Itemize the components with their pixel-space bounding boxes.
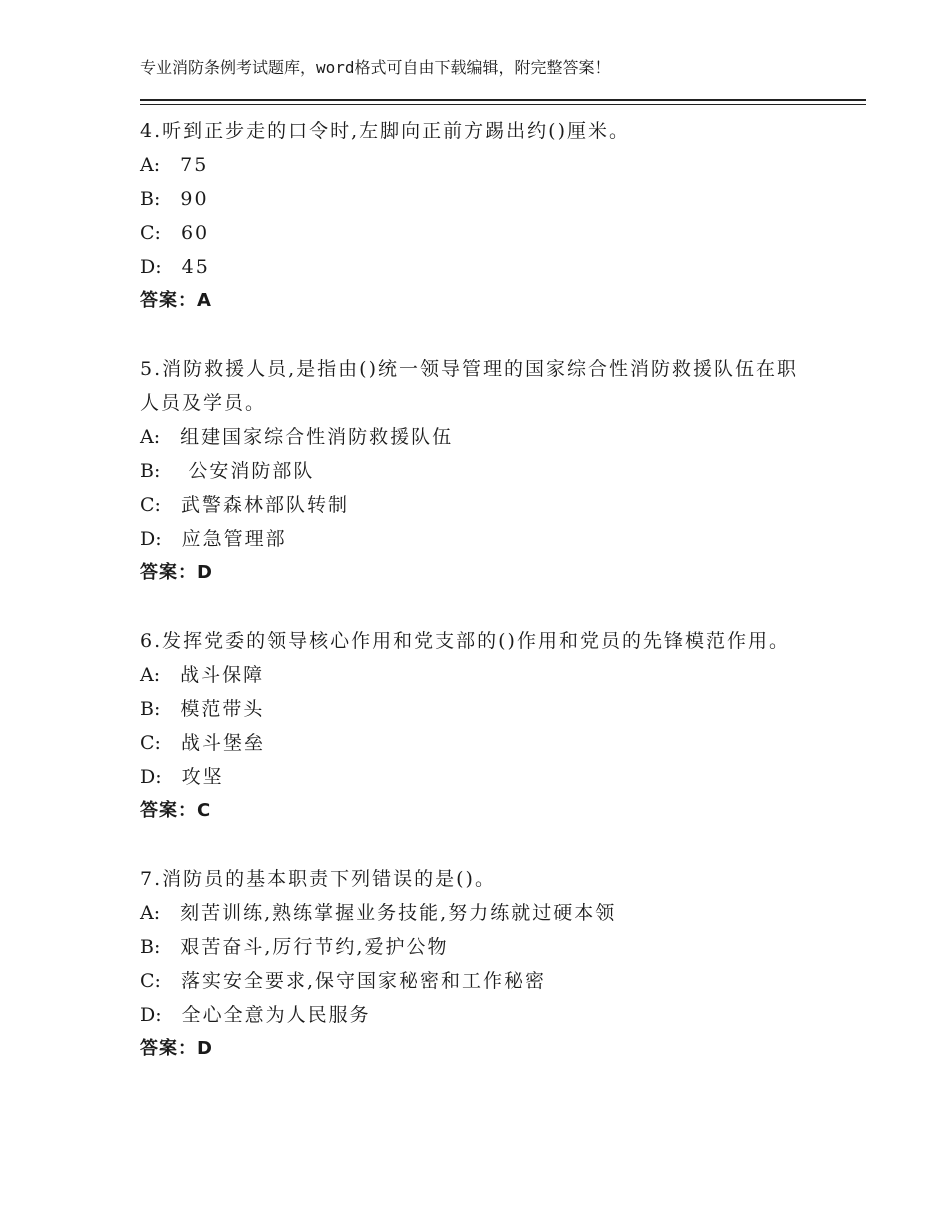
- option-b: [140, 692, 820, 726]
- option-d: [140, 522, 820, 556]
- question-stem: 4.听到正步走的口令时,左脚向正前方踢出约()厘米。: [140, 120, 630, 142]
- option-letter: B:: [140, 460, 161, 482]
- header-rule-thin: [140, 104, 866, 105]
- option-text: 模范带头: [180, 698, 265, 720]
- question-7: [140, 862, 820, 1066]
- question-list: [140, 114, 820, 1100]
- answer-label: 答案：A: [140, 290, 212, 311]
- option-a: [140, 658, 820, 692]
- option-b: [140, 930, 820, 964]
- option-letter: A:: [140, 902, 161, 924]
- option-letter: C:: [140, 970, 161, 992]
- question-6: [140, 624, 820, 828]
- option-text: 攻坚: [181, 766, 224, 788]
- option-c: [140, 216, 820, 250]
- option-letter: A:: [140, 664, 161, 686]
- option-text: 艰苦奋斗,厉行节约,爱护公物: [180, 936, 449, 958]
- option-c: [140, 726, 820, 760]
- option-text: 刻苦训练,熟练掌握业务技能,努力练就过硬本领: [180, 902, 617, 924]
- question-stem: 7.消防员的基本职责下列错误的是()。: [140, 868, 496, 890]
- option-text: 公安消防部队: [180, 460, 315, 482]
- option-text: 组建国家综合性消防救援队伍: [180, 426, 454, 448]
- question-stem: 5.消防救援人员,是指由()统一领导管理的国家综合性消防救援队伍在职人员及学员。: [140, 358, 798, 414]
- option-text: 90: [180, 188, 209, 210]
- option-letter: C:: [140, 732, 161, 754]
- option-c: [140, 964, 820, 998]
- question-4: [140, 114, 820, 318]
- option-letter: D:: [140, 256, 162, 278]
- option-text: 全心全意为人民服务: [181, 1004, 371, 1026]
- option-c: [140, 488, 820, 522]
- answer-label: 答案：C: [140, 800, 212, 821]
- option-text: 45: [181, 256, 210, 278]
- option-letter: B:: [140, 936, 161, 958]
- option-d: [140, 998, 820, 1032]
- option-letter: A:: [140, 154, 161, 176]
- option-text: 战斗保障: [180, 664, 265, 686]
- option-letter: C:: [140, 494, 161, 516]
- option-text: 75: [180, 154, 209, 176]
- option-letter: C:: [140, 222, 161, 244]
- option-text: 落实安全要求,保守国家秘密和工作秘密: [180, 970, 546, 992]
- option-d: [140, 250, 820, 284]
- option-text: 应急管理部: [181, 528, 287, 550]
- question-5: [140, 352, 820, 590]
- option-letter: D:: [140, 1004, 162, 1026]
- option-a: [140, 420, 820, 454]
- option-letter: D:: [140, 528, 162, 550]
- question-stem: 6.发挥党委的领导核心作用和党支部的()作用和党员的先锋模范作用。: [140, 630, 790, 652]
- option-d: [140, 760, 820, 794]
- option-a: [140, 896, 820, 930]
- option-letter: B:: [140, 188, 161, 210]
- header-rule-thick: [140, 99, 866, 101]
- option-letter: A:: [140, 426, 161, 448]
- page-header: 专业消防条例考试题库，word格式可自由下载编辑，附完整答案！: [140, 58, 611, 77]
- option-letter: B:: [140, 698, 161, 720]
- option-text: 武警森林部队转制: [180, 494, 349, 516]
- option-a: [140, 148, 820, 182]
- answer-label: 答案：D: [140, 562, 213, 583]
- option-letter: D:: [140, 766, 162, 788]
- option-text: 战斗堡垒: [180, 732, 265, 754]
- answer-label: 答案：D: [140, 1038, 213, 1059]
- option-b: [140, 182, 820, 216]
- option-text: 60: [180, 222, 210, 244]
- option-b: [140, 454, 820, 488]
